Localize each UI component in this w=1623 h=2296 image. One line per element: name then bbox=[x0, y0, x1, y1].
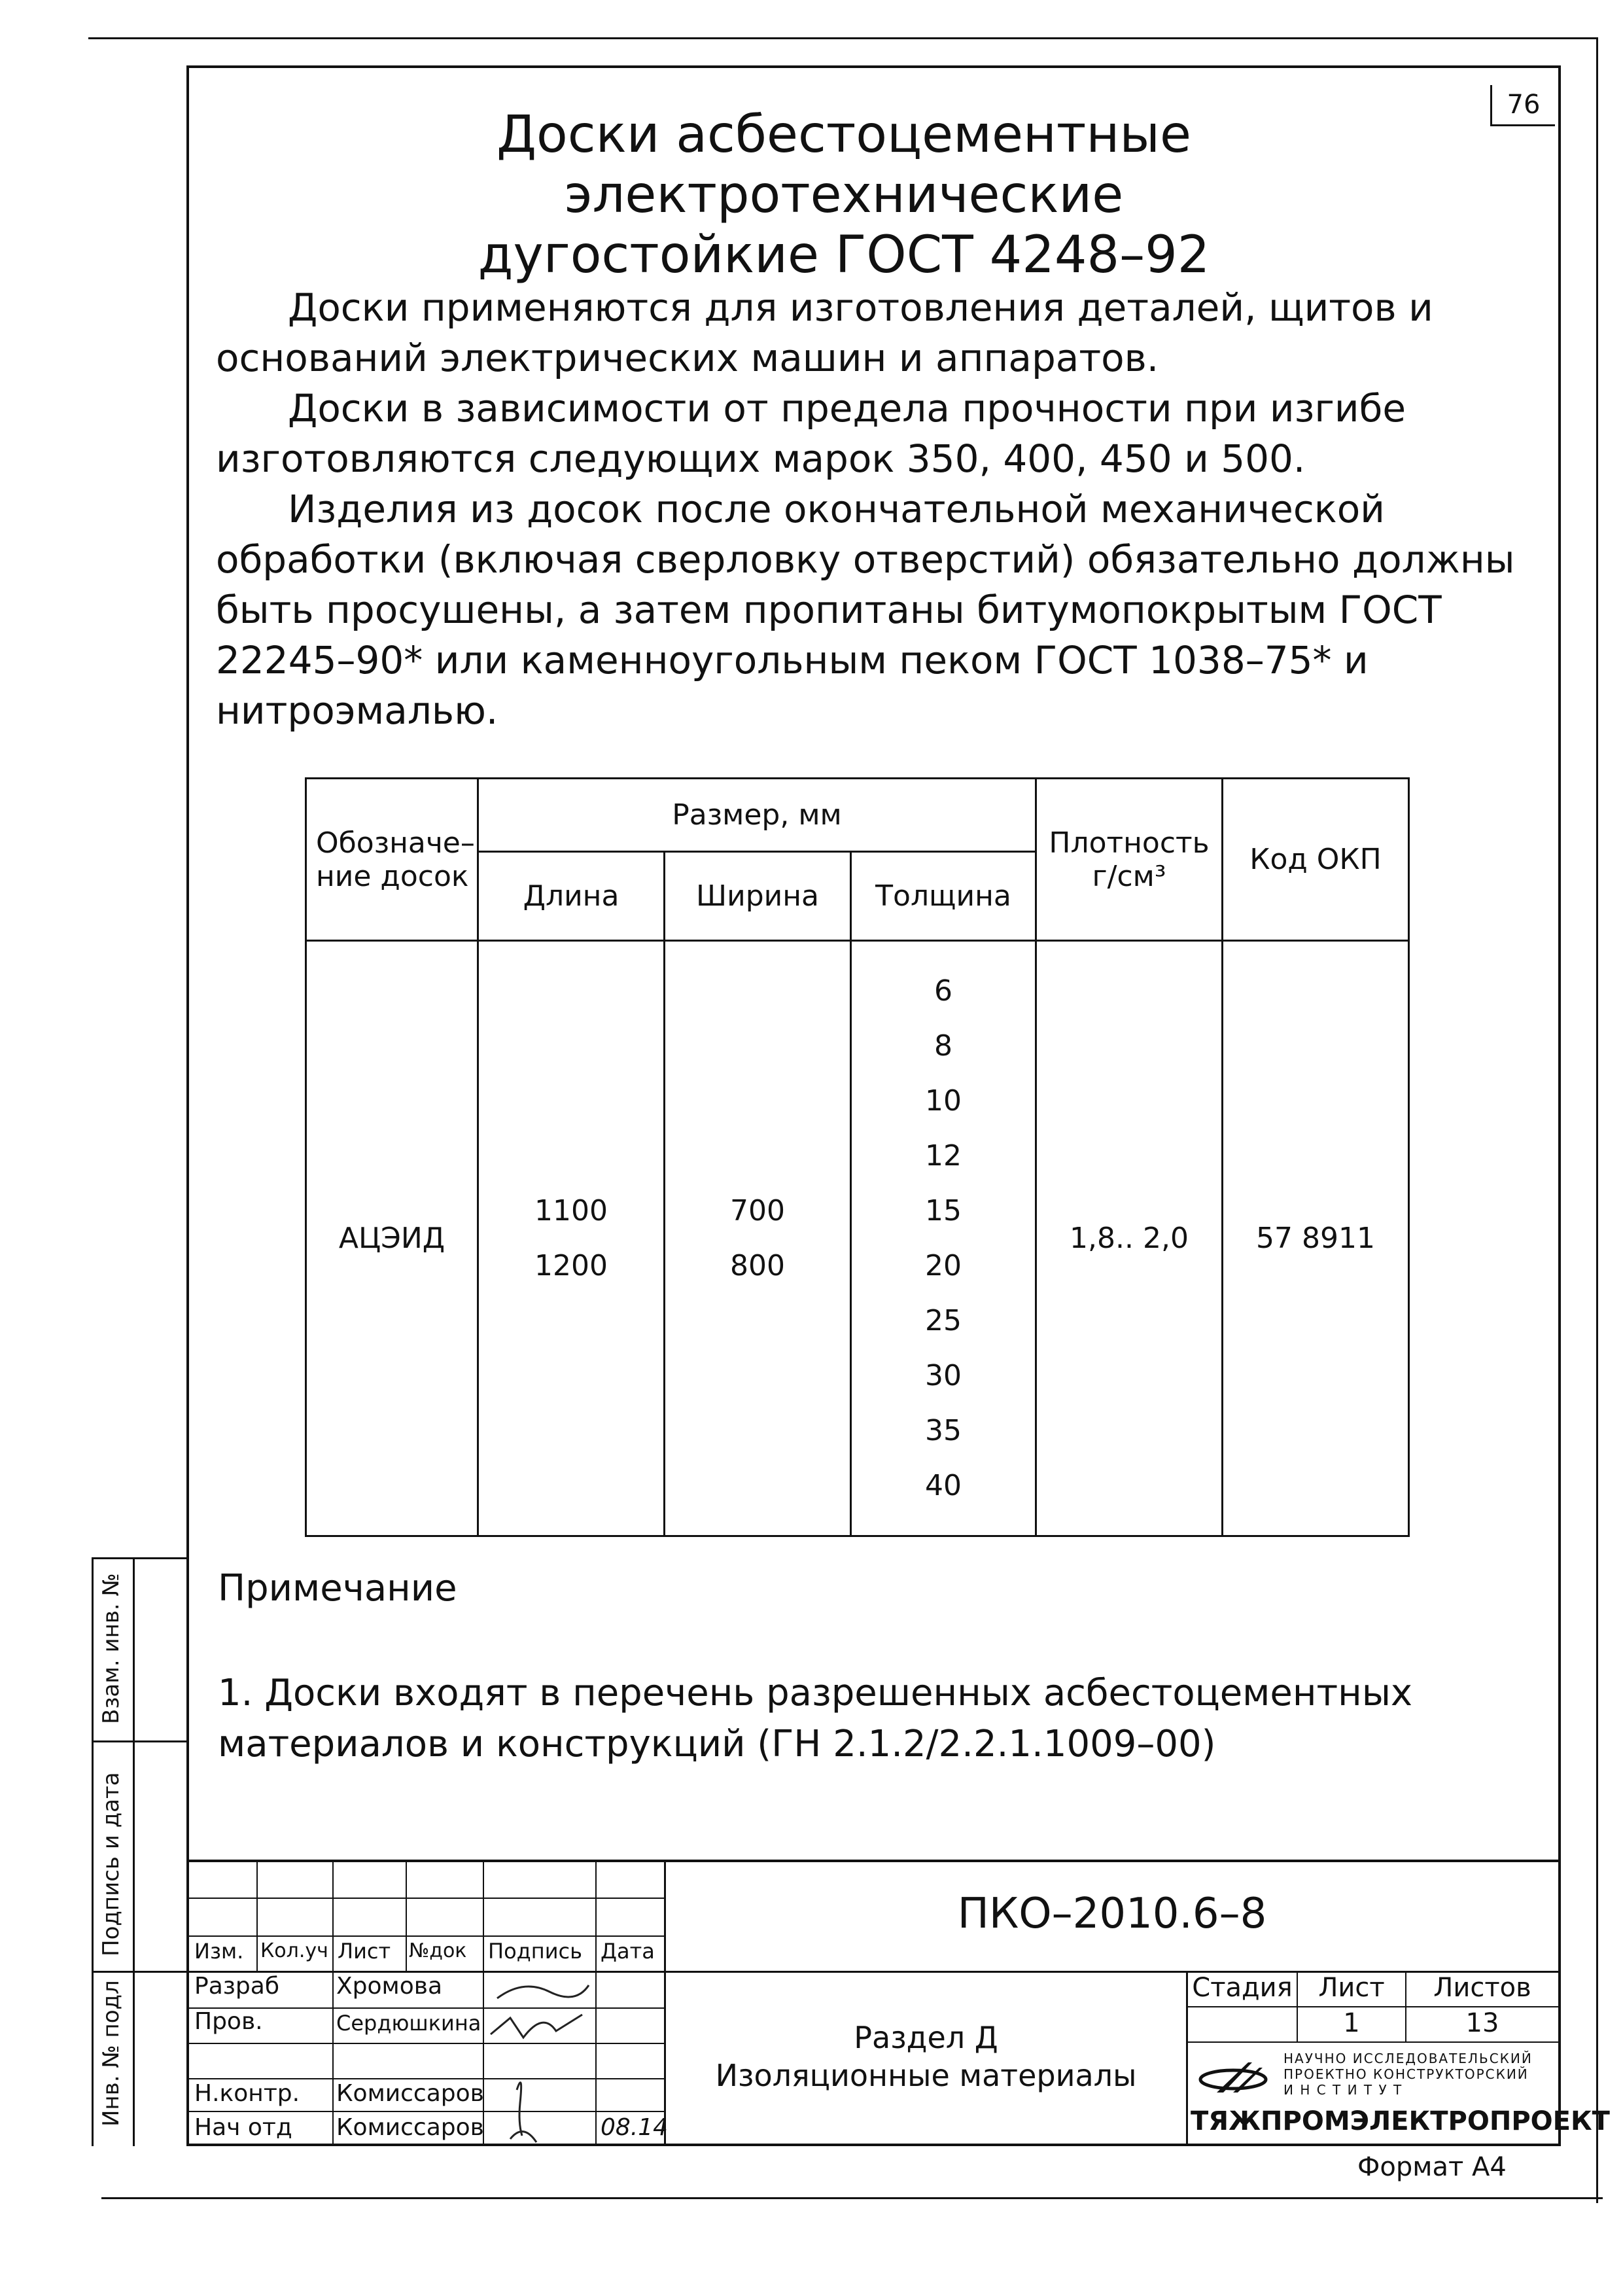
page-number: 76 bbox=[1490, 85, 1555, 126]
stage-label: Стадия bbox=[1192, 1973, 1293, 2003]
sheets-label: Листов bbox=[1433, 1973, 1531, 2003]
signatures bbox=[484, 1972, 595, 2145]
org-name: ТЯЖПРОМЭЛЕКТРОПРОЕКТ bbox=[1191, 2106, 1610, 2136]
side-strip-top bbox=[92, 1557, 188, 1559]
thickness-value: 40 bbox=[925, 1468, 962, 1502]
side-strip-inner bbox=[133, 1557, 135, 2146]
header-change: Изм. bbox=[194, 1939, 244, 1964]
header-density: Плотность г/см³ bbox=[1036, 779, 1223, 941]
section-line-2: Изоляционные материалы bbox=[715, 2058, 1137, 2093]
cell-designation: АЦЭИД bbox=[306, 941, 478, 1536]
cell-density: 1,8.. 2,0 bbox=[1036, 941, 1223, 1536]
thickness-value: 8 bbox=[934, 1029, 952, 1063]
right-trim-line bbox=[1596, 37, 1598, 2203]
note-heading: Примечание bbox=[218, 1567, 457, 1610]
header-size: Размер, мм bbox=[478, 779, 1036, 852]
top-trim-line bbox=[88, 37, 1596, 39]
role-checker: Пров. bbox=[194, 2008, 263, 2035]
header-signature: Подпись bbox=[488, 1939, 582, 1964]
body-text bbox=[216, 283, 1537, 736]
role-head: Нач отд bbox=[194, 2114, 292, 2141]
header-designation: Обозначе– ние досок bbox=[306, 779, 478, 941]
side-strip-div1 bbox=[92, 1740, 188, 1742]
cell-length bbox=[478, 941, 665, 1536]
thickness-value: 25 bbox=[925, 1303, 962, 1337]
cell-thickness bbox=[851, 941, 1036, 1536]
cell-width bbox=[665, 941, 851, 1536]
side-label-signature: Подпись и дата bbox=[98, 1772, 124, 1956]
note-line-1: 1. Доски входят в перечень разрешенных асбестоцементных bbox=[218, 1672, 1413, 1714]
section-name bbox=[666, 2019, 1186, 2094]
institute-logo-icon bbox=[1197, 2055, 1276, 2100]
thickness-value: 35 bbox=[925, 1413, 962, 1447]
sign-date: 08.14 bbox=[601, 2114, 669, 2141]
side-strip-outer bbox=[92, 1557, 94, 2146]
role-normcontrol: Н.контр. bbox=[194, 2080, 300, 2107]
role-developer: Разраб bbox=[194, 1973, 280, 2000]
thickness-value: 30 bbox=[925, 1358, 962, 1392]
header-docnum: №док bbox=[409, 1939, 467, 1962]
frame-right bbox=[1558, 65, 1561, 2146]
header-width: Ширина bbox=[665, 852, 851, 941]
thickness-value: 20 bbox=[925, 1248, 962, 1282]
header-sheet: Лист bbox=[338, 1939, 391, 1964]
sheets-value: 13 bbox=[1465, 2008, 1499, 2038]
side-label-inventory: Инв. № подл bbox=[98, 1980, 124, 2127]
thickness-value: 6 bbox=[934, 974, 952, 1008]
bottom-trim-line bbox=[101, 2197, 1603, 2199]
sheet-label: Лист bbox=[1318, 1973, 1385, 2003]
name-checker: Сердюшкина bbox=[336, 2011, 481, 2036]
length-value: 1200 bbox=[534, 1248, 608, 1282]
name-developer: Хромова bbox=[336, 1973, 442, 2000]
section-line-1: Раздел Д bbox=[854, 2020, 998, 2055]
paragraph-3: Изделия из досок после окончательной механической обработки (включая сверловку отверстий) обязательно должны быть просушены, а затем пропитаны битумопокрытым ГОСТ 22245–90* или каменноугольным пеком ГОСТ 1038–75* и нитроэмалью. bbox=[216, 487, 1515, 733]
header-okp: Код ОКП bbox=[1223, 779, 1409, 941]
length-value: 1100 bbox=[534, 1193, 608, 1227]
header-thickness: Толщина bbox=[851, 852, 1036, 941]
note-line-2: материалов и конструкций (ГН 2.1.2/2.2.1.1009–00) bbox=[218, 1723, 1216, 1765]
thickness-value: 12 bbox=[925, 1139, 962, 1173]
frame-bottom bbox=[186, 2144, 1560, 2146]
side-strip-div2 bbox=[92, 1971, 188, 1973]
name-head: Комиссаров bbox=[336, 2114, 484, 2141]
specification-table bbox=[305, 777, 1410, 1537]
org-descriptor bbox=[1283, 2051, 1533, 2098]
org-line-1: НАУЧНО ИССЛЕДОВАТЕЛЬСКИЙ bbox=[1283, 2051, 1533, 2066]
page-format: Формат А4 bbox=[1357, 2152, 1507, 2182]
sheet-value: 1 bbox=[1343, 2008, 1360, 2038]
cell-okp: 57 8911 bbox=[1223, 941, 1409, 1536]
frame-top bbox=[186, 65, 1560, 68]
thickness-value: 10 bbox=[925, 1084, 962, 1118]
width-value: 800 bbox=[730, 1248, 785, 1282]
title-line-2: дугостойкие ГОСТ 4248–92 bbox=[478, 226, 1210, 285]
org-line-2: ПРОЕКТНО КОНСТРУКТОРСКИЙ bbox=[1283, 2066, 1529, 2082]
header-length: Длина bbox=[478, 852, 665, 941]
name-normcontrol: Комиссаров bbox=[336, 2080, 484, 2107]
title-line-1: Доски асбестоцементные электротехнические bbox=[497, 105, 1191, 224]
page-title bbox=[255, 105, 1433, 285]
org-line-3: И Н С Т И Т У Т bbox=[1283, 2082, 1403, 2098]
document-code: ПКО–2010.6–8 bbox=[957, 1890, 1267, 1938]
side-label-replaced: Взам. инв. № bbox=[98, 1573, 124, 1724]
width-value: 700 bbox=[730, 1193, 785, 1227]
header-count: Кол.уч bbox=[260, 1939, 328, 1962]
frame-left bbox=[186, 65, 189, 2146]
thickness-value: 15 bbox=[925, 1193, 962, 1227]
header-date: Дата bbox=[601, 1939, 655, 1964]
paragraph-1: Доски применяются для изготовления деталей, щитов и оснований электрических машин и аппаратов. bbox=[216, 285, 1433, 380]
paragraph-2: Доски в зависимости от предела прочности при изгибе изготовляются следующих марок 350, 400, 450 и 500. bbox=[216, 386, 1406, 481]
